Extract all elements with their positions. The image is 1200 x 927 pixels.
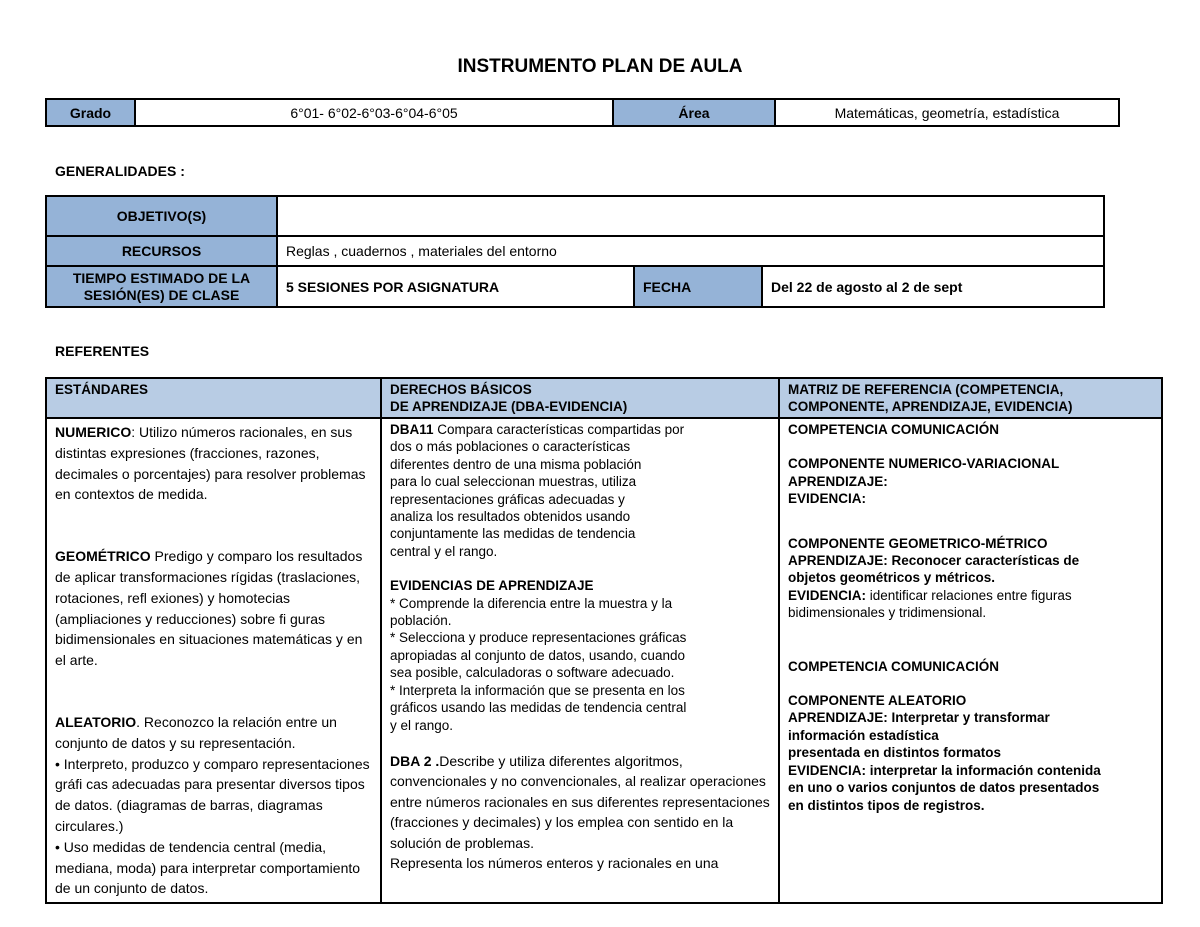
referentes-table: [45, 377, 1163, 904]
estandares-header: [46, 378, 381, 418]
matriz-evidencia-3-line3: en distintos tipos de registros.: [788, 797, 985, 813]
tiempo-value: 5 SESIONES POR ASIGNATURA: [277, 266, 634, 307]
estandar-numerico: [55, 422, 372, 505]
evidencias-title: EVIDENCIAS DE APRENDIZAJE: [390, 578, 594, 594]
grado-label: Grado: [46, 99, 135, 126]
matriz-aprendizaje-2-line1: APRENDIZAJE: Reconocer características de: [788, 553, 1080, 569]
matriz-header: [779, 378, 1162, 418]
fecha-label: FECHA: [634, 266, 762, 307]
evid-line4: apropiadas al conjunto de datos, usando, cuando: [390, 647, 685, 663]
dba11-line4: para lo cual seleccionan muestras, utiliza: [390, 474, 637, 490]
dba11-line5: representaciones gráficas adecuadas y: [390, 491, 625, 507]
generalidades-label: GENERALIDADES :: [55, 163, 185, 179]
matriz-evidencia-2-text: identificar relaciones entre figuras: [866, 587, 1072, 603]
dba-cell: [381, 418, 779, 903]
matriz-cell: [779, 418, 1162, 903]
aleatorio-bullet-2: • Uso medidas de tendencia central (media, mediana, moda) para interpretar comportamiento de un conjunto de datos.: [55, 838, 361, 897]
matriz-evidencia-2-label: EVIDENCIA:: [788, 587, 867, 603]
dba2-block: [390, 751, 770, 854]
dba11-line8: central y el rango.: [390, 543, 498, 559]
generalidades-table: [45, 195, 1105, 308]
aleatorio-text: . Reconozco la relación entre un conjunto de datos y su representación.: [55, 713, 337, 751]
dba-header: [381, 378, 779, 418]
matriz-componente-geometrico: COMPONENTE GEOMETRICO-MÉTRICO: [788, 535, 1048, 551]
objetivo-value: [277, 196, 1104, 236]
area-label: Área: [613, 99, 775, 126]
dba2-text: Describe y utiliza diferentes algoritmos, convencionales y no convencionales, al realizar operaciones entre números racionales en sus diferentes representaciones (fracciones y decimales) y los emplea con sentido en la solución de problemas.: [390, 752, 770, 851]
dba11-line7: conjuntamente las medidas de tendencia: [390, 526, 636, 542]
matriz-aprendizaje-3-line1: APRENDIZAJE: Interpretar y transformar: [788, 710, 1050, 726]
matriz-evidencia-3-line1: EVIDENCIA: interpretar la información contenida: [788, 762, 1101, 778]
dba11-line6: analiza los resultados obtenidos usando: [390, 509, 631, 525]
tiempo-label: [46, 266, 277, 307]
matriz-competencia-2: COMPETENCIA COMUNICACIÓN: [788, 658, 999, 674]
dba11-line3: diferentes dentro de una misma población: [390, 456, 642, 472]
matriz-competencia-1: COMPETENCIA COMUNICACIÓN: [788, 422, 999, 437]
page-title: INSTRUMENTO PLAN DE AULA: [457, 56, 743, 77]
tiempo-label-line2: SESIÓN(ES) DE CLASE: [83, 286, 240, 303]
tiempo-label-line1: TIEMPO ESTIMADO DE LA: [72, 269, 251, 286]
area-value: Matemáticas, geometría, estadística: [775, 99, 1119, 126]
dba-header-line1: DERECHOS BÁSICOS: [390, 382, 532, 397]
evid-line6: * Interpreta la información que se presenta en los: [390, 682, 685, 698]
geometrico-text: Predigo y comparo los resultados de aplicar transformaciones rígidas (traslaciones, rotaciones, refl exiones) y homotecias (ampliaciones y reducciones) sobre fi guras bidimensionales en situaciones matemáticas y en el arte.: [55, 548, 363, 669]
evid-line5: sea posible, calculadoras o software adecuado.: [390, 665, 675, 681]
estandares-header-text: ESTÁNDARES: [55, 382, 149, 397]
fecha-value: Del 22 de agosto al 2 de sept: [762, 266, 1104, 307]
matriz-evidencia-3-line2: en uno o varios conjuntos de datos presentados: [788, 780, 1100, 796]
grado-area-table: [45, 98, 1120, 127]
matriz-evidencia-2-line2: bidimensionales y tridimensional.: [788, 605, 987, 621]
evid-line7: gráficos usando las medidas de tendencia central: [390, 700, 687, 716]
recursos-value: Reglas , cuadernos , materiales del entorno: [277, 236, 1104, 266]
matriz-header-line2: COMPONENTE, APRENDIZAJE, EVIDENCIA): [788, 399, 1073, 414]
evid-line1: * Comprende la diferencia entre la muestra y la: [390, 595, 673, 611]
aleatorio-bullet-1: • Interpreto, produzco y comparo representaciones gráfi cas adecuadas para presentar diversos tipos de datos. (diagramas de barras, diagramas circulares.): [55, 755, 370, 834]
matriz-aprendizaje-2-line2: objetos geométricos y métricos.: [788, 570, 996, 586]
referentes-label: REFERENTES: [55, 343, 150, 359]
evid-line8: y el rango.: [390, 717, 454, 733]
evid-line2: población.: [390, 613, 452, 629]
matriz-componente-numerico: COMPONENTE NUMERICO-VARIACIONAL: [788, 456, 1060, 472]
dba2-text2: Representa los números enteros y racionales en una: [390, 855, 719, 872]
dba-header-line2: DE APRENDIZAJE (DBA-EVIDENCIA): [390, 399, 628, 414]
numerico-text: : Utilizo números racionales, en sus distintas expresiones (fracciones, razones, decimales o porcentajes) para resolver problemas en contextos de medida.: [55, 424, 366, 503]
estandar-aleatorio: [55, 712, 372, 754]
dba11-line2: dos o más poblaciones o características: [390, 439, 631, 455]
geometrico-title: GEOMÉTRICO: [55, 548, 151, 565]
dba2-title: DBA 2 .: [390, 752, 440, 769]
objetivo-label: OBJETIVO(S): [46, 196, 277, 236]
matriz-componente-aleatorio: COMPONENTE ALEATORIO: [788, 693, 967, 709]
dba11-text1: Compara características compartidas por: [433, 422, 685, 437]
estandares-cell: [46, 418, 381, 903]
recursos-label: RECURSOS: [46, 236, 277, 266]
matriz-evidencia-2-line1: [788, 587, 1153, 604]
matriz-aprendizaje-3-line3: presentada en distintos formatos: [788, 745, 1002, 761]
dba11-line1: [390, 421, 770, 438]
evid-line3: * Selecciona y produce representaciones gráficas: [390, 630, 687, 646]
matriz-header-line1: MATRIZ DE REFERENCIA (COMPETENCIA,: [788, 382, 1064, 397]
numerico-title: NUMERICO: [55, 424, 132, 440]
estandar-geometrico: [55, 546, 372, 671]
matriz-aprendizaje-1: APRENDIZAJE:: [788, 473, 888, 489]
dba11-title: DBA11: [390, 422, 434, 437]
grado-value: 6°01- 6°02-6°03-6°04-6°05: [135, 99, 613, 126]
aleatorio-title: ALEATORIO: [55, 713, 137, 730]
matriz-aprendizaje-3-line2: información estadística: [788, 727, 939, 743]
matriz-evidencia-1: EVIDENCIA:: [788, 491, 867, 507]
